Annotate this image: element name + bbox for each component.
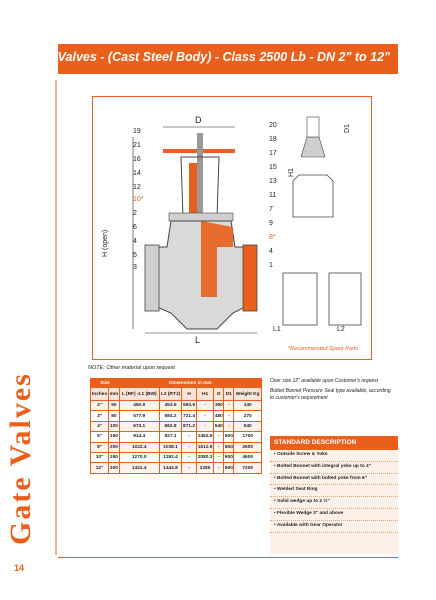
- label-17: 17: [269, 150, 277, 157]
- cell: 350: [214, 401, 224, 411]
- dimension-table: [90, 378, 262, 474]
- standard-heading: STANDARD DESCRIPTION: [270, 436, 398, 450]
- cell: 200: [109, 442, 120, 452]
- label-11: 11: [269, 192, 277, 199]
- cell: 3": [91, 411, 109, 421]
- cell: 453.9: [159, 401, 182, 411]
- label-l2: L2: [337, 326, 345, 333]
- cell: 250: [109, 452, 120, 462]
- cell: 12": [91, 463, 109, 473]
- label-2: 2: [133, 210, 137, 217]
- label-h-open: H (open): [102, 229, 109, 257]
- col-h1: H1: [196, 388, 214, 401]
- table-row: [91, 401, 262, 411]
- bw-end-view: [283, 273, 317, 325]
- title-bar: [26, 44, 398, 74]
- page-number-box: [0, 560, 36, 578]
- table-row: [91, 442, 262, 452]
- valve-drawing-svg: [93, 97, 371, 359]
- dim-group-header: Dimensions in mm: [119, 379, 261, 388]
- label-7: 7: [269, 206, 273, 213]
- label-4-right: 4: [269, 248, 273, 255]
- cell: 600: [224, 463, 234, 473]
- col-l-rf: L (RF) -L1 (BW): [119, 388, 159, 401]
- cell: 1700: [234, 432, 262, 442]
- cell: -: [214, 442, 224, 452]
- label-21: 21: [133, 142, 141, 149]
- cell: 927.1: [159, 432, 182, 442]
- size-group-header: Size: [91, 379, 120, 388]
- cell: 140: [234, 401, 262, 411]
- side-title: Gate Valves: [4, 372, 37, 545]
- cell: 480: [214, 411, 224, 421]
- list-item: • Welded Seat Ring: [270, 485, 398, 497]
- cell: -: [182, 442, 197, 452]
- col-weight: Weight Kg: [234, 388, 262, 401]
- cell: 4": [91, 421, 109, 431]
- label-16: 16: [133, 156, 141, 163]
- cell: 8": [91, 442, 109, 452]
- col-d: D: [214, 388, 224, 401]
- bottom-divider: [58, 557, 398, 558]
- cell: 1444.8: [159, 463, 182, 473]
- label-5: 5: [133, 252, 137, 259]
- label-19: 19: [133, 128, 141, 135]
- cell: 1038.1: [159, 442, 182, 452]
- label-d: D: [195, 115, 202, 125]
- cell: -: [214, 463, 224, 473]
- label-10: 10*: [133, 196, 144, 203]
- cell: 150: [109, 432, 120, 442]
- cell: -: [182, 432, 197, 442]
- label-4-left: 4: [133, 238, 137, 245]
- cell: 600: [224, 442, 234, 452]
- cell: 540: [214, 421, 224, 431]
- col-inches: Inches: [91, 388, 109, 401]
- rtj-end-view: [329, 273, 361, 325]
- bonnet-flange: [169, 213, 233, 221]
- cell: 270: [234, 411, 262, 421]
- cell: 871.2: [182, 421, 197, 431]
- cell: 584.2: [159, 411, 182, 421]
- col-l2: L2 (RTJ): [159, 388, 182, 401]
- page-title: Gate Valves - (Cast Steel Body) - Class 2500 Lb - DN 2" to 12": [26, 50, 390, 64]
- side-divider: [55, 80, 57, 555]
- cell: 577.9: [119, 411, 159, 421]
- cell: 2": [91, 401, 109, 411]
- flange-right: [243, 245, 257, 311]
- label-h1: H1: [288, 168, 295, 177]
- cell: -: [182, 452, 197, 462]
- custom-options: [270, 378, 396, 405]
- label-12: 12: [133, 184, 141, 191]
- label-15: 15: [269, 164, 277, 171]
- side-view-handwheel: [307, 117, 319, 137]
- cell: 50: [109, 401, 120, 411]
- cell: -: [196, 411, 214, 421]
- cell: -: [214, 452, 224, 462]
- table-row: [91, 452, 262, 462]
- cell: 914.4: [119, 432, 159, 442]
- label-l1: L1: [273, 326, 281, 333]
- list-item: • Solid wedge up to 2 ½": [270, 497, 398, 509]
- material-note: NOTE: Other material upon request: [88, 365, 175, 371]
- side-view-operator: [301, 137, 325, 157]
- table-row: [91, 421, 262, 431]
- cell: 1422.4: [119, 463, 159, 473]
- table-row: [91, 411, 262, 421]
- list-item: • Available with Gear Operator: [270, 521, 398, 533]
- label-3: 3: [133, 264, 137, 271]
- cell: 1612.9: [196, 442, 214, 452]
- packing: [189, 163, 197, 213]
- cell: -: [196, 401, 214, 411]
- spare-parts-note: *Recommended Spare Parts: [288, 346, 359, 352]
- cell: 1452.9: [196, 432, 214, 442]
- cell: 682.8: [159, 421, 182, 431]
- pressure-seal-note: Bolted Bonnet Pressure Seal type available, according to customer's requirement: [270, 388, 391, 401]
- col-mm: mm: [109, 388, 120, 401]
- label-13: 13: [269, 178, 277, 185]
- cell: 583.9: [182, 401, 197, 411]
- label-d1: D1: [344, 124, 351, 133]
- col-d1: D1: [224, 388, 234, 401]
- table-row: [91, 432, 262, 442]
- cell: 4600: [234, 452, 262, 462]
- flange-left: [145, 245, 159, 311]
- col-h: H: [182, 388, 197, 401]
- list-item: • Outside Screw & Yoke: [270, 450, 398, 462]
- cell: -: [182, 463, 197, 473]
- cell: 10": [91, 452, 109, 462]
- label-20: 20: [269, 122, 277, 129]
- cell: -: [224, 421, 234, 431]
- cell: 7200: [234, 463, 262, 473]
- cell: -: [196, 421, 214, 431]
- cell: 721.4: [182, 411, 197, 421]
- page-number: 14: [14, 563, 25, 573]
- cell: 80: [109, 411, 120, 421]
- oversize-note: Over size 12" available upon Customer's request: [270, 378, 379, 384]
- list-item: • Bolted Bonnet with bolted yoke from 6": [270, 474, 398, 486]
- cell: 2285: [196, 463, 214, 473]
- label-8: 8*: [269, 234, 276, 241]
- label-9: 9: [269, 220, 273, 227]
- cell: 2080.3: [196, 452, 214, 462]
- label-18: 18: [269, 136, 277, 143]
- cell: 450.9: [119, 401, 159, 411]
- label-1: 1: [269, 262, 273, 269]
- cell: -: [224, 401, 234, 411]
- cell: 1292.4: [159, 452, 182, 462]
- cell: 300: [109, 463, 120, 473]
- valve-drawing: [92, 96, 372, 360]
- label-l: L: [195, 335, 201, 345]
- cell: -: [224, 411, 234, 421]
- label-14: 14: [133, 170, 141, 177]
- cell: -: [214, 432, 224, 442]
- cell: 6": [91, 432, 109, 442]
- list-item: • Flexible Wedge 3" and above: [270, 509, 398, 521]
- side-view-body: [293, 175, 333, 217]
- list-item: • Bolted Bonnet with integral yoke up to 4": [270, 462, 398, 474]
- cell: 100: [109, 421, 120, 431]
- cell: 1270.0: [119, 452, 159, 462]
- cell: 2600: [234, 442, 262, 452]
- standard-description-panel: [270, 436, 398, 554]
- cell: 540: [234, 421, 262, 431]
- top-band: [0, 0, 436, 40]
- table-row: [91, 463, 262, 473]
- label-6: 6: [133, 224, 137, 231]
- cell: 673.1: [119, 421, 159, 431]
- cell: 600: [224, 432, 234, 442]
- cell: 600: [224, 452, 234, 462]
- cell: 1022.4: [119, 442, 159, 452]
